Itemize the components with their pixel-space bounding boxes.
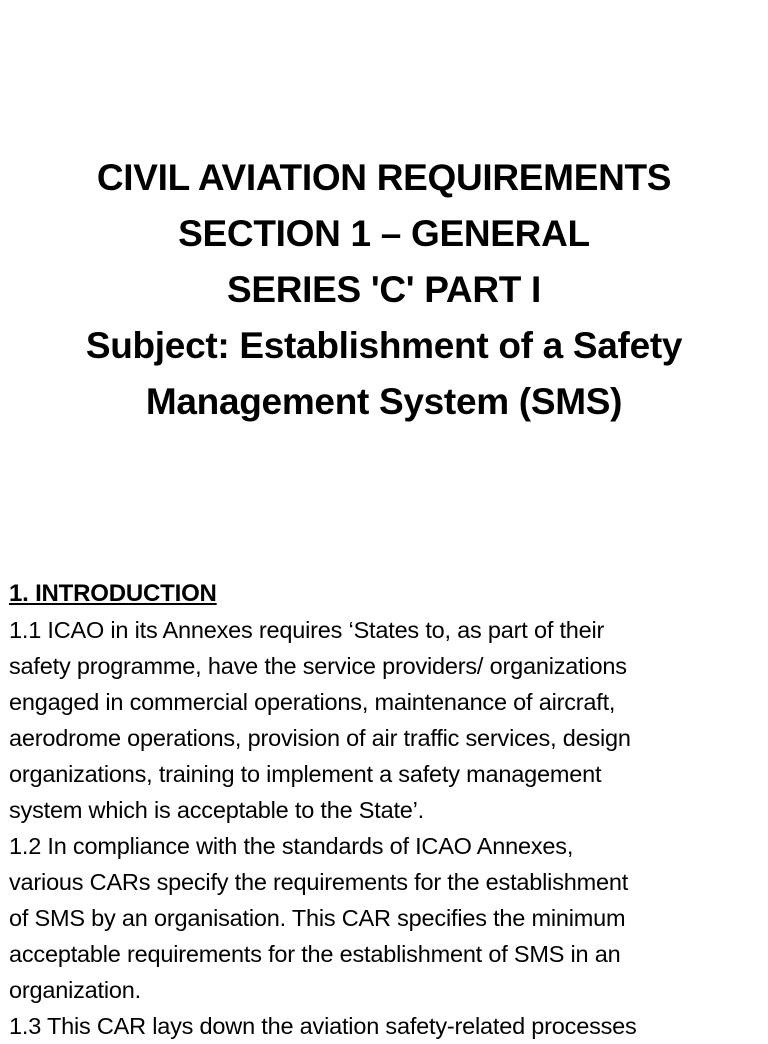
paragraph-1-3	[9, 1008, 761, 1044]
paragraph-line: acceptable requirements for the establishment of SMS in an	[9, 941, 621, 967]
document-title	[0, 150, 768, 430]
paragraph-1-2	[9, 828, 761, 1008]
paragraph-line: safety programme, have the service providers/ organizations	[9, 653, 627, 679]
paragraph-line: organizations, training to implement a safety management	[9, 761, 602, 787]
paragraph-line: 1.1 ICAO in its Annexes requires ‘States to, as part of their	[9, 617, 605, 643]
paragraph-line: of SMS by an organisation. This CAR specifies the minimum	[9, 905, 626, 931]
title-line-3: SERIES 'C' PART I	[226, 269, 542, 310]
paragraph-line: system which is acceptable to the State’.	[9, 797, 425, 823]
paragraph-line: aerodrome operations, provision of air traffic services, design	[9, 725, 631, 751]
title-line-5: Management System (SMS)	[145, 381, 623, 422]
title-line-4: Subject: Establishment of a Safety	[85, 325, 683, 366]
paragraph-1-1	[9, 612, 761, 828]
paragraph-line: various CARs specify the requirements for the establishment	[9, 869, 629, 895]
section-heading: 1. INTRODUCTION	[9, 580, 217, 607]
paragraph-line: 1.3 This CAR lays down the aviation safety-related processes	[9, 1013, 637, 1039]
introduction-section	[9, 576, 761, 1044]
paragraph-line: 1.2 In compliance with the standards of ICAO Annexes,	[9, 833, 574, 859]
title-line-2: SECTION 1 – GENERAL	[178, 213, 590, 254]
title-line-1: CIVIL AVIATION REQUIREMENTS	[96, 157, 672, 198]
paragraph-line: engaged in commercial operations, maintenance of aircraft,	[9, 689, 616, 715]
paragraph-line: organization.	[9, 977, 141, 1003]
